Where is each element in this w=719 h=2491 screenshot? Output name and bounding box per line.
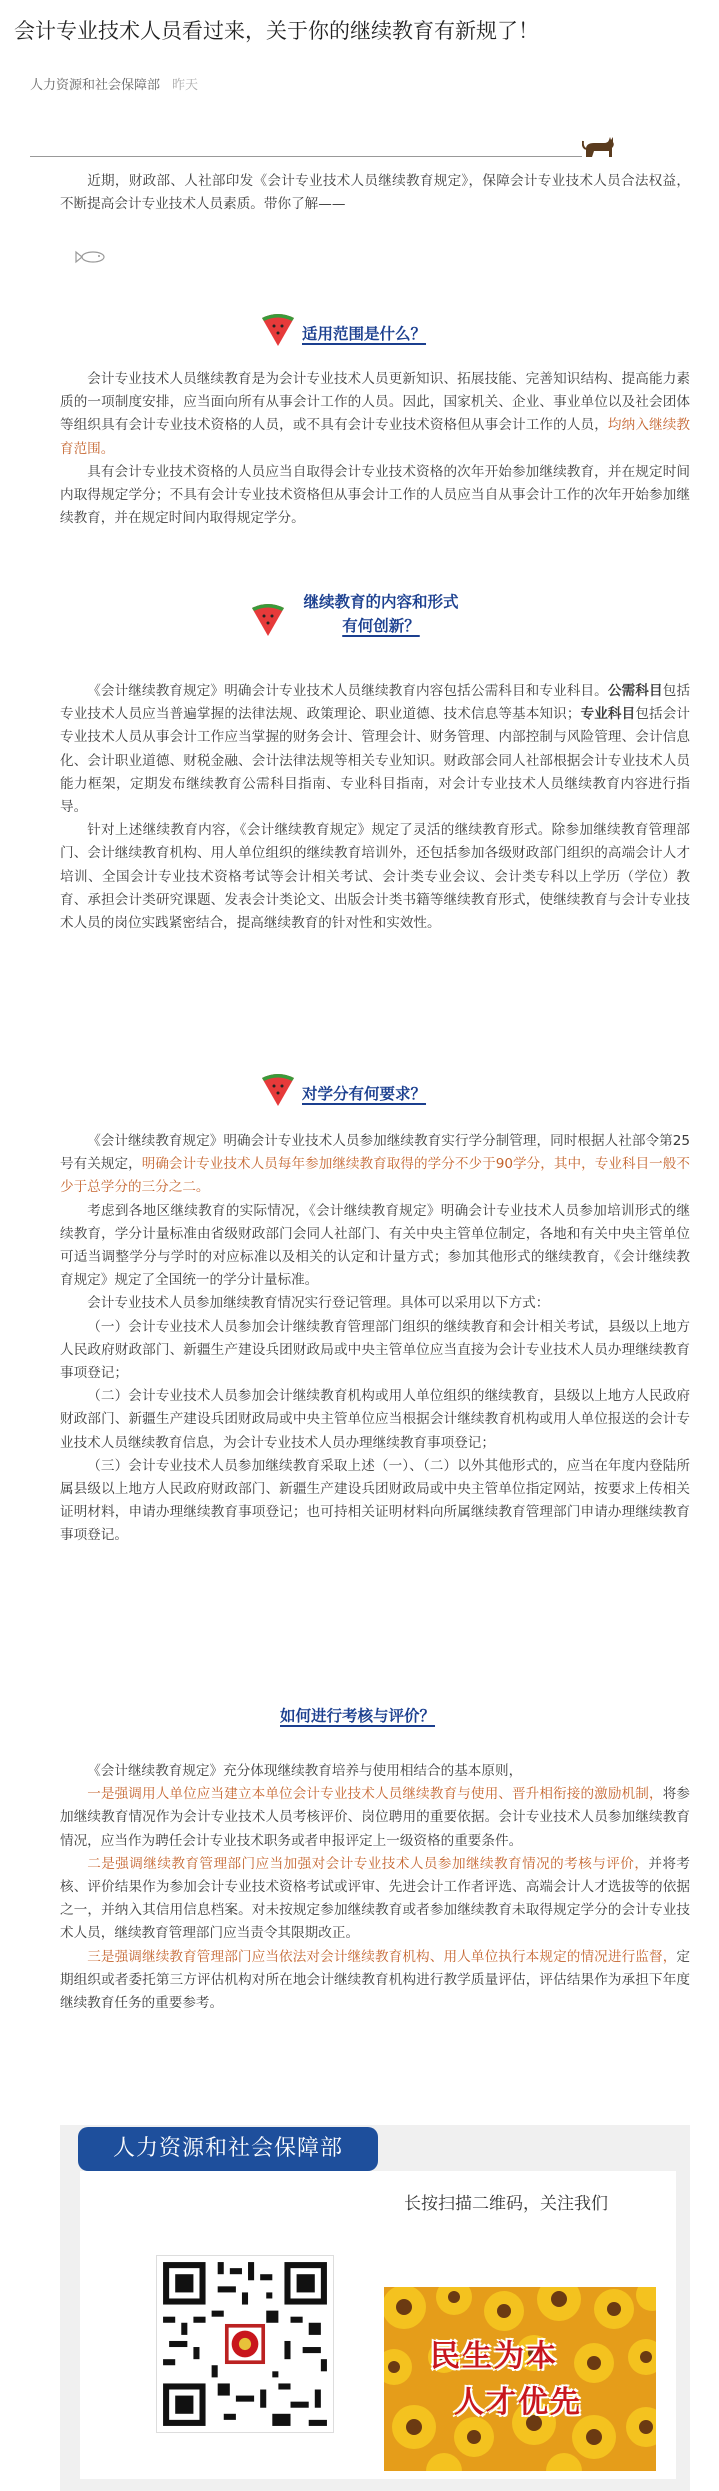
paragraph [60, 1946, 690, 2016]
text-run: 包括会计专业技术人员从事会计工作应当掌握的财务会计、管理会计、财务管理、内部控制与风险管理、会计信息化、会计职业道德、财税金融、会计法律法规等相关专业知识。财政部会同人社部根据会计专业技术人员能力框架，定期发布继续教育公需科目指南、专业科目指南，对会计专业技术人员继续教育内容进行指导。 [60, 706, 691, 816]
section-body-content [60, 680, 690, 935]
highlight-text: 三是强调继续教育管理部门应当依法对会计继续教育机构、用人单位执行本规定的情况进行监督， [87, 1948, 677, 1965]
section-heading-credits [260, 1070, 480, 1120]
qr-code[interactable] [156, 2255, 334, 2433]
paragraph: 考虑到各地区继续教育的实际情况，《会计继续教育规定》明确会计专业技术人员参加培训形式的继续教育，学分计量标准由省级财政部门会同人社部门、有关中央主管单位制定，各地和有关中央主管单位可适当调整学分与学时的对应标准以及相关的认定和计量方式；参加其他形式的继续教育，《会计继续教育规定》规定了全国统一的学分计量标准。 [60, 1202, 690, 1289]
text-run: 包括专业技术人员应当普遍掌握的法律法规、政策理论、职业道德、技术信息等基本知识； [60, 683, 690, 723]
article-meta [30, 74, 198, 93]
paragraph [60, 1130, 690, 1200]
paragraph [60, 1783, 690, 1853]
section-heading-scope [260, 310, 480, 360]
text-run: 并将考核、评价结果作为参加会计专业技术资格考试或评审、先进会计工作者评选、高端会计人才选拔等的依据之一，并纳入其信用信息档案。对未按规定参加继续教育或者参加继续教育未取得规定学分的会计专业技术人员，继续教育管理部门应当责令其限期改正。 [60, 1855, 691, 1942]
section-body-scope [60, 368, 690, 530]
paragraph [60, 819, 690, 935]
highlight-text: 均纳入继续教育范围。 [60, 417, 691, 457]
paragraph [60, 368, 690, 461]
follow-banner [60, 2125, 690, 2491]
section-body-assessment [60, 1760, 690, 2015]
text-run: 针对上述继续教育内容，《会计继续教育规定》规定了灵活的继续教育形式。 [87, 822, 552, 839]
section-title [286, 590, 476, 638]
paragraph: 具有会计专业技术资格的人员应当自取得会计专业技术资格的次年开始参加继续教育，并在规定时间内取得规定学分；不具有会计专业技术资格但从事会计工作的人员应当自从事会计工作的次年开始参加继续教育，并在规定时间内取得规定学分。 [60, 463, 690, 527]
bold-term: 公需科目 [607, 683, 663, 699]
watermelon-icon [260, 312, 296, 348]
divider-line [30, 156, 582, 157]
highlight-text: 一是强调用人单位应当建立本单位会计专业技术人员继续教育与使用、晋升相衔接的激励机制， [87, 1786, 663, 1803]
intro-paragraph [60, 170, 690, 216]
text-run: 除参加继续教育管理部门、会计继续教育机构、用人单位组织的继续教育培训外，还包括参加各级财政部门组织的高端会计人才培训、全国会计专业技术资格考试等会计相关考试、会计类专业会议、会计类专科以上学历（学位）教育、承担会计类研究课题、发表会计类论文、出版会计类书籍等继续教育形式，使继续教育与会计专业技术人员的岗位实践紧密结合，提高继续教育的针对性和实效性。 [60, 822, 690, 932]
org-name-tab: 人力资源和社会保障部 [78, 2127, 378, 2171]
title-line: 继续教育的内容和形式 [303, 593, 459, 611]
paragraph: 《会计继续教育规定》充分体现继续教育培养与使用相结合的基本原则， [87, 1763, 523, 1779]
author-link[interactable]: 人力资源和社会保障部 [30, 78, 161, 93]
paragraph: （三）会计专业技术人员参加继续教育采取上述（一）、（二）以外其他形式的，应当在年度内登陆所属县级以上地方人民政府财政部门、新疆生产建设兵团财政局或中央主管单位指定网站，按要求上传相关证明材料，申请办理继续教育事项登记；也可持相关证明材料向所属继续教育管理部门申请办理继续教育事项登记。 [60, 1457, 690, 1544]
fish-icon [75, 250, 109, 264]
text-run: 《会计继续教育规定》明确会计专业技术人员参加继续教育实行学分制管理，同时根据人社部令第25号有关规定， [60, 1133, 690, 1173]
section-body-credits [60, 1130, 690, 1548]
scan-prompt: 长按扫描二维码，关注我们 [404, 2194, 608, 2214]
cat-icon [582, 137, 616, 159]
bold-term: 专业科目 [580, 706, 636, 723]
paragraph: （一）会计专业技术人员参加会计继续教育管理部门组织的继续教育和会计相关考试，县级以上地方人民政府财政部门、新疆生产建设兵团财政局或中央主管单位应当直接为会计专业技术人员办理继续教育事项登记； [60, 1318, 690, 1382]
section-heading-content [250, 590, 480, 650]
sunflower-poster [384, 2287, 656, 2471]
paragraph: 会计专业技术人员参加继续教育情况实行登记管理。具体可以采用以下方式： [87, 1295, 550, 1312]
article-title: 会计专业技术人员看过来，关于你的继续教育有新规了！ [14, 19, 539, 43]
text-run: 《会计继续教育规定》明确会计专业技术人员继续教育内容包括公需科目和专业科目。 [87, 683, 608, 699]
section-title: 适用范围是什么？ [302, 325, 427, 343]
watermelon-icon [250, 602, 286, 638]
section-heading-assessment [280, 1700, 480, 1736]
paragraph [60, 680, 690, 819]
publish-date: 昨天 [172, 78, 199, 93]
highlight-text: 明确会计专业技术人员每年参加继续教育取得的学分不少于90学分，其中，专业科目一般不少于总学分的三分之二。 [60, 1156, 691, 1196]
text-run: 将参加继续教育情况作为会计专业技术人员考核评价、岗位聘用的重要依据。会计专业技术人员参加继续教育情况，应当作为聘任会计专业技术职务或者申报评定上一级资格的重要条件。 [60, 1786, 690, 1849]
highlight-text: 二是强调继续教育管理部门应当加强对会计专业技术人员参加继续教育情况的考核与评价， [87, 1855, 649, 1872]
section-title: 对学分有何要求？ [302, 1085, 427, 1103]
paragraph: （二）会计专业技术人员参加会计继续教育机构或用人单位组织的继续教育，县级以上地方人民政府财政部门、新疆生产建设兵团财政局或中央主管单位应当根据会计继续教育机构或用人单位报送的会计专业技术人员继续教育信息，为会计专业技术人员办理继续教育事项登记； [60, 1388, 690, 1451]
watermelon-icon [260, 1072, 296, 1108]
text-run: 会计专业技术人员继续教育是为会计专业技术人员更新知识、拓展技能、完善知识结构、提高能力素质的一项制度安排，应当面向所有从事会计工作的人员。因此，国家机关、企业、事业单位以及社会团体等组织具有会计专业技术资格的人员，或不具有会计专业技术资格但从事会计工作的人员， [60, 371, 690, 434]
slogan-line-2: 人才优先 [454, 2385, 582, 2420]
paragraph [60, 1853, 690, 1946]
title-line: 有何创新？ [342, 617, 420, 635]
intro-text: 近期，财政部、人社部印发《会计专业技术人员继续教育规定》，保障会计专业技术人员合法权益，不断提高会计专业技术人员素质。带你了解—— [60, 173, 690, 213]
slogan-line-1: 民生为本 [430, 2339, 558, 2374]
section-title: 如何进行考核与评价？ [280, 1707, 436, 1725]
text-run: 定期组织或者委托第三方评估机构对所在地会计继续教育机构进行教学质量评估，评估结果作为承担下年度继续教育任务的重要参考。 [60, 1948, 690, 2012]
